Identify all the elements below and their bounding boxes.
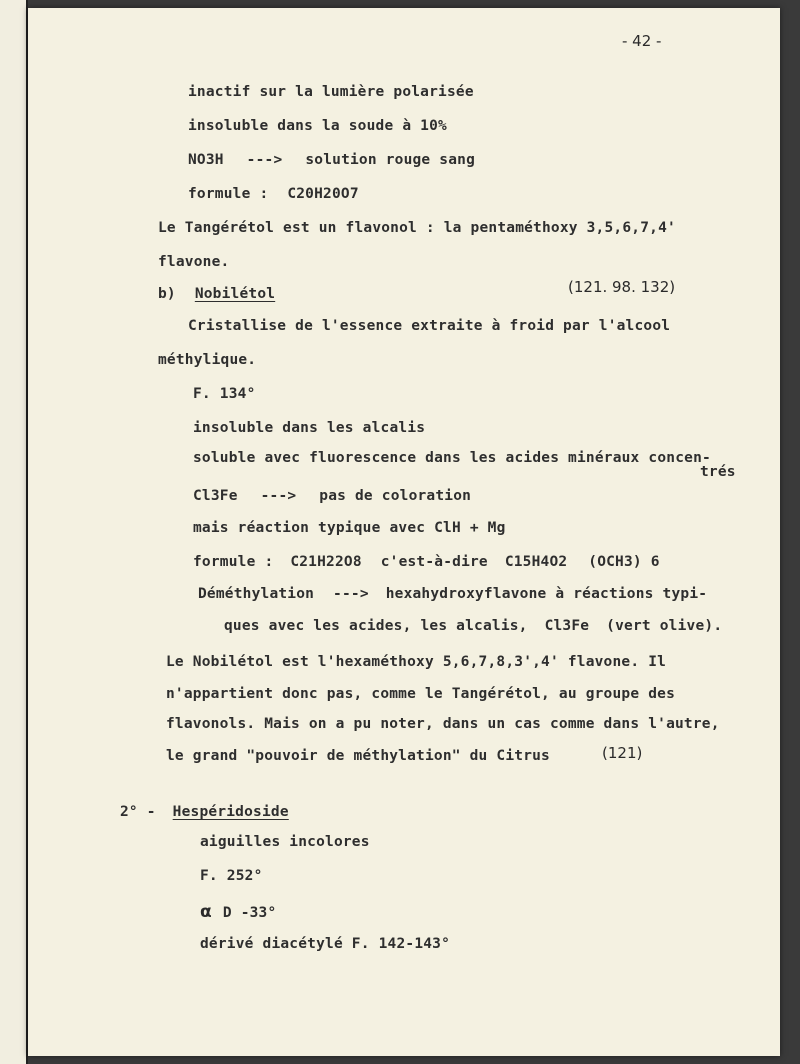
arrow: --->: [260, 488, 297, 504]
text-line: [193, 554, 660, 570]
section-heading-nobiletol: [158, 286, 275, 302]
text-fragment: ques avec les acides, les alcalis,: [224, 618, 528, 634]
text-line: flavone.: [158, 254, 230, 270]
text-line: mais réaction typique avec ClH + Mg: [193, 520, 506, 536]
text-line: soluble avec fluorescence dans les acides minéraux concen-: [193, 450, 711, 466]
nobiletol-formula: C21H22O8: [290, 554, 362, 570]
alpha-symbol: α: [200, 902, 212, 922]
text-fragment: hexahydroxyflavone à réactions typi-: [385, 586, 708, 602]
text-line: Le Nobilétol est l'hexaméthoxy 5,6,7,8,3',4' flavone. Il: [166, 654, 667, 670]
reference-note: (121. 98. 132): [568, 278, 676, 296]
arrow: --->: [333, 586, 369, 602]
formula-label: formule :: [188, 186, 269, 202]
section-heading-hesperidoside: [120, 804, 289, 820]
text-line: flavonols. Mais on a pu noter, dans un cas comme dans l'autre,: [166, 716, 720, 732]
section-label: b): [158, 286, 176, 302]
text-line: aiguilles incolores: [200, 834, 370, 850]
text-line: [166, 748, 550, 764]
text-line: F. 252°: [200, 868, 263, 884]
text-line: insoluble dans la soude à 10%: [188, 118, 447, 134]
text-line: [200, 902, 276, 922]
text-line: dérivé diacétylé F. 142-143°: [200, 936, 451, 952]
section-title: Nobilétol: [194, 286, 276, 302]
document-page: [28, 8, 780, 1056]
formula-label: formule :: [193, 554, 274, 570]
text-line: insoluble dans les alcalis: [193, 420, 426, 436]
reaction-result: pas de coloration: [319, 488, 472, 504]
text-line: inactif sur la lumière polarisée: [188, 84, 474, 100]
facing-page-edge: [0, 0, 28, 1064]
text-line: Cristallise de l'essence extraite à froid par l'alcool: [188, 318, 671, 334]
text-line: [198, 586, 707, 602]
expanded-formula: C15H4O2: [504, 554, 568, 570]
text-fragment: (vert olive).: [606, 618, 723, 634]
text-line: [188, 186, 359, 202]
section-title: Hespéridoside: [172, 804, 289, 820]
cl3fe-formula: Cl3Fe: [544, 618, 590, 634]
text-line: [188, 152, 475, 168]
text-line: méthylique.: [158, 352, 257, 368]
page-number: - 42 -: [622, 32, 662, 50]
tangeretol-formula: C20H20O7: [287, 186, 359, 202]
no3h-formula: NO3H: [188, 152, 224, 168]
reaction-result: solution rouge sang: [305, 152, 476, 168]
text-line: Le Tangérétol est un flavonol : la pentaméthoxy 3,5,6,7,4': [158, 220, 676, 236]
text-fragment: D -33°: [222, 905, 277, 921]
text-line: n'appartient donc pas, comme le Tangérétol, au groupe des: [166, 686, 675, 702]
text-fragment: Déméthylation: [198, 586, 315, 602]
reference-note: (121): [602, 744, 643, 762]
text-line: [193, 488, 471, 504]
text-fragment: le grand "pouvoir de méthylation" du Citrus: [166, 748, 550, 764]
och3-group: (OCH3) 6: [588, 554, 660, 570]
text-fragment: c'est-à-dire: [380, 554, 488, 570]
arrow: --->: [246, 152, 283, 168]
text-line: trés: [700, 464, 736, 480]
text-line: [224, 618, 722, 634]
text-line: F. 134°: [193, 386, 256, 402]
cl3fe-formula: Cl3Fe: [193, 488, 238, 504]
section-label: 2° -: [120, 804, 156, 820]
